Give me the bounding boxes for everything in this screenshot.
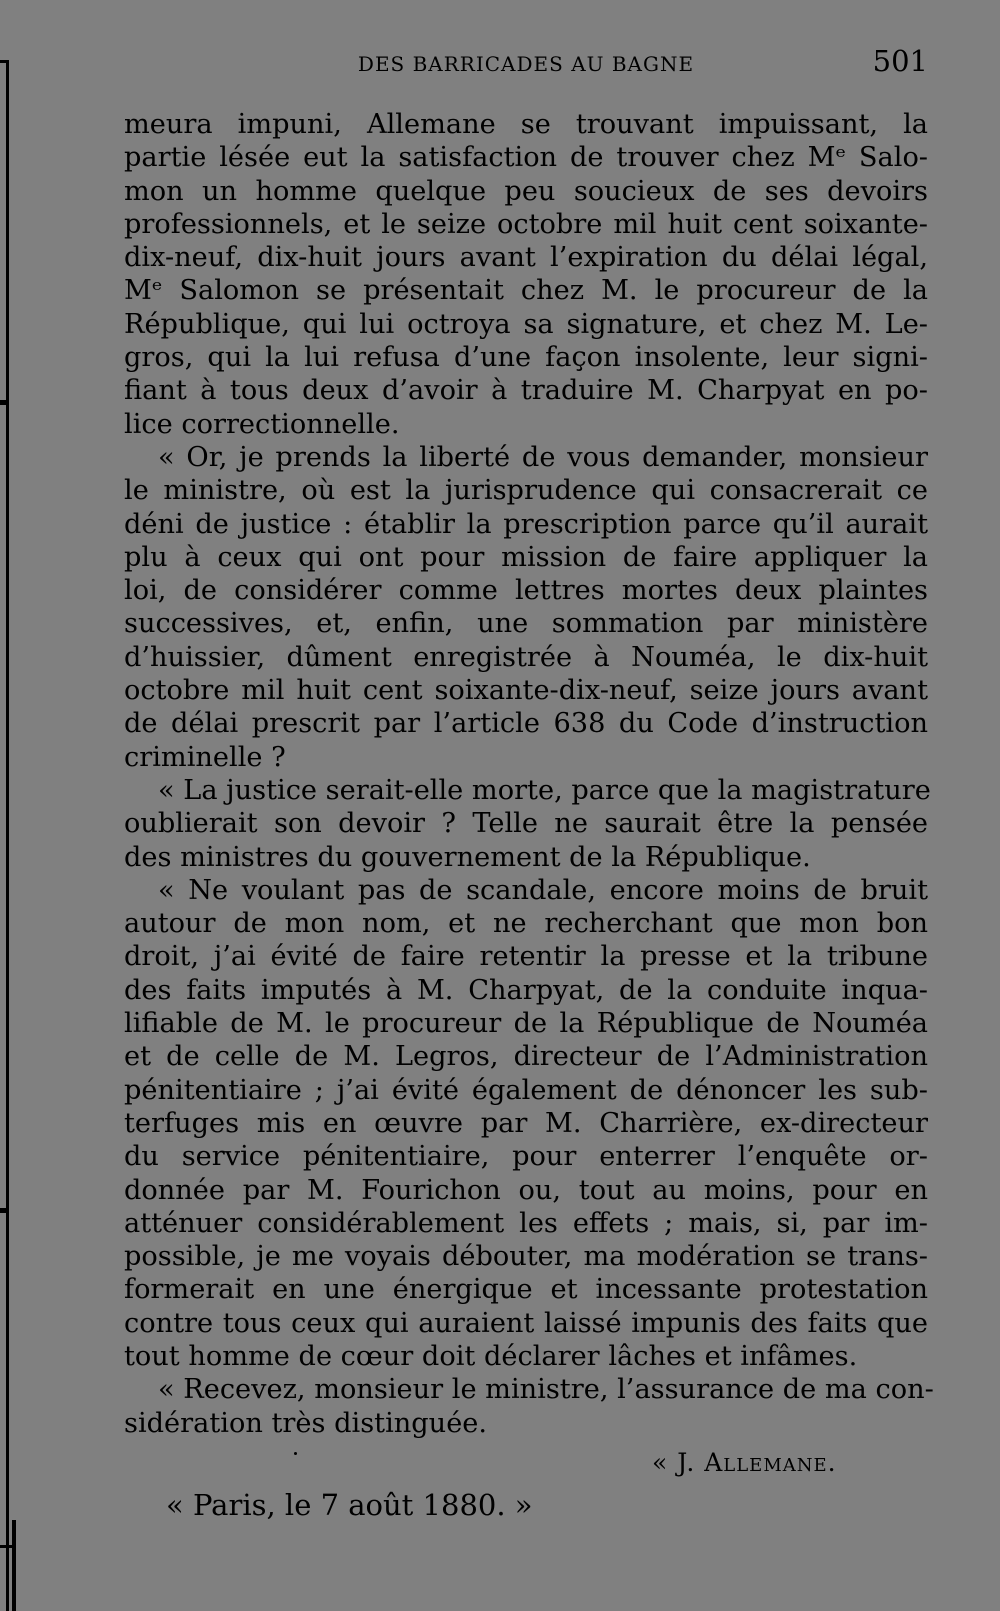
dateline: « Paris, le 7 août 1880. » [166, 1488, 533, 1522]
ink-speck [294, 1452, 297, 1455]
text-line: d’huissier, dûment enregistrée à Nouméa, le dix-huit [124, 641, 928, 673]
scan-edge-mark [12, 1520, 16, 1611]
text-line: atténuer considérablement les effets ; mais, si, par im- [124, 1207, 928, 1239]
text-line: sidération très distinguée. [124, 1407, 488, 1439]
text-line: autour de mon nom, et ne recherchant que mon bon [124, 908, 928, 940]
text-line: plu à ceux qui ont pour mission de faire appliquer la [124, 541, 928, 573]
text-line: dix-neuf, dix-huit jours avant l’expiration du délai légal, [124, 242, 928, 274]
text-line: des faits imputés à M. Charpyat, de la conduite inqua- [124, 974, 928, 1006]
page-number: 501 [872, 44, 928, 78]
scan-edge-mark [6, 60, 9, 1611]
running-title: DES BARRICADES AU BAGNE [357, 52, 695, 76]
text-line: oublierait son devoir ? Telle ne saurait être la pensée [124, 808, 928, 840]
text-line: Mᵉ Salomon se présentait chez M. le procureur de la [124, 275, 928, 307]
scan-edge-mark [0, 400, 8, 405]
page-header [124, 42, 928, 82]
scan-edge-mark [0, 1545, 14, 1548]
text-line: des ministres du gouvernement de la République. [124, 841, 811, 873]
text-line: contre tous ceux qui auraient laissé impunis des faits que [124, 1307, 928, 1339]
body-text [124, 108, 934, 1440]
text-line: partie lésée eut la satisfaction de trouver chez Mᵉ Salo- [124, 142, 928, 174]
text-line: droit, j’ai évité de faire retentir la presse et la tribune [124, 941, 928, 973]
text-line: octobre mil huit cent soixante-dix-neuf, seize jours avant [124, 675, 928, 707]
text-line: « Or, je prends la liberté de vous demander, monsieur [158, 441, 928, 473]
text-line: lice correctionnelle. [124, 408, 400, 440]
text-line: mon un homme quelque peu soucieux de ses devoirs [124, 175, 928, 207]
text-line: professionnels, et le seize octobre mil huit cent soixante- [124, 208, 928, 240]
text-line: pénitentiaire ; j’ai évité également de dénoncer les sub- [124, 1074, 928, 1106]
scan-edge-mark [0, 1208, 8, 1213]
text-line: « Recevez, monsieur le ministre, l’assurance de ma con- [158, 1374, 934, 1406]
text-line: terfuges mis en œuvre par M. Charrière, ex-directeur [124, 1107, 928, 1139]
text-line: loi, de considérer comme lettres mortes deux plaintes [124, 575, 928, 607]
text-line: lifiable de M. le procureur de la République de Nouméa [124, 1008, 928, 1040]
text-line: formerait en une énergique et incessante protestation [124, 1274, 928, 1306]
text-line: fiant à tous deux d’avoir à traduire M. Charpyat en po- [124, 375, 928, 407]
text-line: donnée par M. Fourichon ou, tout au moins, pour en [124, 1174, 928, 1206]
text-line: et de celle de M. Legros, directeur de l’Administration [124, 1041, 928, 1073]
text-line: déni de justice : établir la prescription parce qu’il aurait [124, 508, 928, 540]
text-line: successives, et, enfin, une sommation par ministère [124, 608, 928, 640]
text-line: du service pénitentiaire, pour enterrer l’enquête or- [124, 1141, 928, 1173]
text-line: République, qui lui octroya sa signature, et chez M. Le- [124, 308, 928, 340]
text-line: de délai prescrit par l’article 638 du Code d’instruction [124, 708, 928, 740]
text-line: le ministre, où est la jurisprudence qui consacrerait ce [124, 475, 928, 507]
text-line: possible, je me voyais débouter, ma modération se trans- [124, 1241, 928, 1273]
signature: « J. Allemane. [652, 1448, 837, 1477]
text-line: gros, qui la lui refusa d’une façon insolente, leur signi- [124, 342, 928, 374]
text-line: meura impuni, Allemane se trouvant impuissant, la [124, 109, 928, 140]
text-line: « La justice serait-elle morte, parce que la magistrature [158, 774, 931, 806]
scan-edge-mark [0, 60, 9, 63]
text-line: tout homme de cœur doit déclarer lâches et infâmes. [124, 1340, 858, 1372]
text-line: « Ne voulant pas de scandale, encore moins de bruit [158, 874, 928, 906]
text-line: criminelle ? [124, 741, 286, 773]
